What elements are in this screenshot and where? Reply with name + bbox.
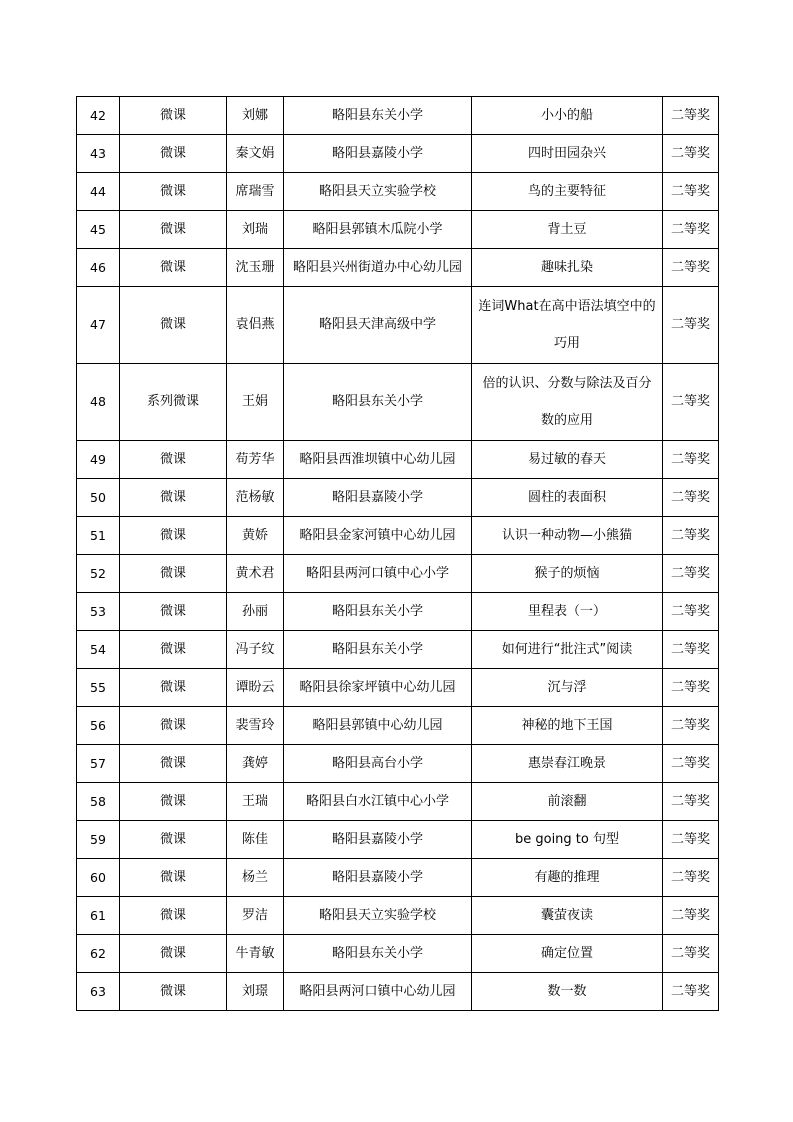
award-level: 二等奖 xyxy=(663,707,719,745)
school-name: 略阳县嘉陵小学 xyxy=(284,479,472,517)
row-number: 48 xyxy=(77,364,120,441)
row-number: 43 xyxy=(77,135,120,173)
row-number: 53 xyxy=(77,593,120,631)
work-type: 微课 xyxy=(120,935,227,973)
work-type: 微课 xyxy=(120,593,227,631)
work-type: 微课 xyxy=(120,669,227,707)
table-row xyxy=(77,631,719,669)
award-level: 二等奖 xyxy=(663,97,719,135)
work-title: be going to 句型 xyxy=(472,821,663,859)
work-title: 囊萤夜读 xyxy=(472,897,663,935)
work-type: 微课 xyxy=(120,97,227,135)
work-title: 数一数 xyxy=(472,973,663,1011)
table-row xyxy=(77,135,719,173)
award-level: 二等奖 xyxy=(663,135,719,173)
work-title: 猴子的烦恼 xyxy=(472,555,663,593)
award-level: 二等奖 xyxy=(663,745,719,783)
work-type: 微课 xyxy=(120,859,227,897)
author-name: 孙丽 xyxy=(227,593,284,631)
work-type: 微课 xyxy=(120,287,227,364)
author-name: 黄娇 xyxy=(227,517,284,555)
work-title: 如何进行“批注式”阅读 xyxy=(472,631,663,669)
row-number: 58 xyxy=(77,783,120,821)
work-type: 微课 xyxy=(120,783,227,821)
award-level: 二等奖 xyxy=(663,669,719,707)
table-row xyxy=(77,745,719,783)
author-name: 黄术君 xyxy=(227,555,284,593)
author-name: 王瑞 xyxy=(227,783,284,821)
work-type: 微课 xyxy=(120,555,227,593)
award-level: 二等奖 xyxy=(663,249,719,287)
work-title: 倍的认识、分数与除法及百分数的应用 xyxy=(472,364,663,441)
row-number: 60 xyxy=(77,859,120,897)
school-name: 略阳县西淮坝镇中心幼儿园 xyxy=(284,441,472,479)
award-level: 二等奖 xyxy=(663,593,719,631)
award-level: 二等奖 xyxy=(663,631,719,669)
table-row xyxy=(77,441,719,479)
row-number: 49 xyxy=(77,441,120,479)
work-type: 微课 xyxy=(120,135,227,173)
award-level: 二等奖 xyxy=(663,364,719,441)
table-row xyxy=(77,707,719,745)
school-name: 略阳县东关小学 xyxy=(284,364,472,441)
award-level: 二等奖 xyxy=(663,783,719,821)
table-row xyxy=(77,555,719,593)
row-number: 61 xyxy=(77,897,120,935)
work-title: 有趣的推理 xyxy=(472,859,663,897)
work-title: 认识一种动物—小熊猫 xyxy=(472,517,663,555)
row-number: 56 xyxy=(77,707,120,745)
table-row xyxy=(77,593,719,631)
table-row xyxy=(77,211,719,249)
row-number: 42 xyxy=(77,97,120,135)
table-row xyxy=(77,364,719,441)
work-title: 易过敏的春天 xyxy=(472,441,663,479)
work-type: 微课 xyxy=(120,479,227,517)
author-name: 裴雪玲 xyxy=(227,707,284,745)
work-type: 微课 xyxy=(120,897,227,935)
school-name: 略阳县东关小学 xyxy=(284,593,472,631)
awards-table xyxy=(76,96,719,1011)
row-number: 45 xyxy=(77,211,120,249)
school-name: 略阳县天津高级中学 xyxy=(284,287,472,364)
award-level: 二等奖 xyxy=(663,173,719,211)
work-title: 沉与浮 xyxy=(472,669,663,707)
work-type: 系列微课 xyxy=(120,364,227,441)
author-name: 席瑞雪 xyxy=(227,173,284,211)
school-name: 略阳县高台小学 xyxy=(284,745,472,783)
table-row xyxy=(77,897,719,935)
work-type: 微课 xyxy=(120,745,227,783)
table-row xyxy=(77,97,719,135)
work-type: 微课 xyxy=(120,211,227,249)
work-title: 鸟的主要特征 xyxy=(472,173,663,211)
school-name: 略阳县兴州街道办中心幼儿园 xyxy=(284,249,472,287)
work-title: 连词What在高中语法填空中的巧用 xyxy=(472,287,663,364)
school-name: 略阳县两河口镇中心小学 xyxy=(284,555,472,593)
author-name: 沈玉珊 xyxy=(227,249,284,287)
award-level: 二等奖 xyxy=(663,859,719,897)
table-row xyxy=(77,287,719,364)
author-name: 范杨敏 xyxy=(227,479,284,517)
work-title: 前滚翻 xyxy=(472,783,663,821)
row-number: 50 xyxy=(77,479,120,517)
work-type: 微课 xyxy=(120,707,227,745)
work-title: 小小的船 xyxy=(472,97,663,135)
school-name: 略阳县两河口镇中心幼儿园 xyxy=(284,973,472,1011)
table-row xyxy=(77,935,719,973)
table-row xyxy=(77,859,719,897)
work-type: 微课 xyxy=(120,249,227,287)
award-level: 二等奖 xyxy=(663,821,719,859)
school-name: 略阳县东关小学 xyxy=(284,631,472,669)
row-number: 52 xyxy=(77,555,120,593)
author-name: 杨兰 xyxy=(227,859,284,897)
school-name: 略阳县郭镇木瓜院小学 xyxy=(284,211,472,249)
school-name: 略阳县东关小学 xyxy=(284,97,472,135)
work-title: 确定位置 xyxy=(472,935,663,973)
row-number: 59 xyxy=(77,821,120,859)
row-number: 62 xyxy=(77,935,120,973)
award-level: 二等奖 xyxy=(663,973,719,1011)
row-number: 54 xyxy=(77,631,120,669)
author-name: 刘娜 xyxy=(227,97,284,135)
author-name: 冯子纹 xyxy=(227,631,284,669)
author-name: 王娟 xyxy=(227,364,284,441)
work-title: 里程表（一） xyxy=(472,593,663,631)
awards-table-body xyxy=(77,97,719,1011)
author-name: 谭盼云 xyxy=(227,669,284,707)
award-level: 二等奖 xyxy=(663,211,719,249)
work-title: 趣味扎染 xyxy=(472,249,663,287)
author-name: 秦文娟 xyxy=(227,135,284,173)
school-name: 略阳县东关小学 xyxy=(284,935,472,973)
table-row xyxy=(77,973,719,1011)
author-name: 刘瑞 xyxy=(227,211,284,249)
work-title: 神秘的地下王国 xyxy=(472,707,663,745)
work-type: 微课 xyxy=(120,441,227,479)
row-number: 55 xyxy=(77,669,120,707)
school-name: 略阳县嘉陵小学 xyxy=(284,821,472,859)
table-row xyxy=(77,517,719,555)
award-level: 二等奖 xyxy=(663,479,719,517)
award-level: 二等奖 xyxy=(663,287,719,364)
school-name: 略阳县天立实验学校 xyxy=(284,897,472,935)
work-type: 微课 xyxy=(120,973,227,1011)
row-number: 51 xyxy=(77,517,120,555)
table-row xyxy=(77,783,719,821)
work-title: 背土豆 xyxy=(472,211,663,249)
school-name: 略阳县徐家坪镇中心幼儿园 xyxy=(284,669,472,707)
row-number: 57 xyxy=(77,745,120,783)
table-row xyxy=(77,669,719,707)
work-type: 微课 xyxy=(120,517,227,555)
row-number: 63 xyxy=(77,973,120,1011)
author-name: 苟芳华 xyxy=(227,441,284,479)
table-row xyxy=(77,173,719,211)
work-title: 四时田园杂兴 xyxy=(472,135,663,173)
work-type: 微课 xyxy=(120,173,227,211)
author-name: 袁侣燕 xyxy=(227,287,284,364)
school-name: 略阳县天立实验学校 xyxy=(284,173,472,211)
author-name: 龚婷 xyxy=(227,745,284,783)
school-name: 略阳县金家河镇中心幼儿园 xyxy=(284,517,472,555)
author-name: 罗洁 xyxy=(227,897,284,935)
row-number: 44 xyxy=(77,173,120,211)
school-name: 略阳县嘉陵小学 xyxy=(284,859,472,897)
table-row xyxy=(77,821,719,859)
award-level: 二等奖 xyxy=(663,897,719,935)
work-title: 圆柱的表面积 xyxy=(472,479,663,517)
table-row xyxy=(77,249,719,287)
author-name: 牛青敏 xyxy=(227,935,284,973)
table-row xyxy=(77,479,719,517)
row-number: 47 xyxy=(77,287,120,364)
row-number: 46 xyxy=(77,249,120,287)
award-level: 二等奖 xyxy=(663,555,719,593)
award-level: 二等奖 xyxy=(663,517,719,555)
school-name: 略阳县嘉陵小学 xyxy=(284,135,472,173)
work-type: 微课 xyxy=(120,631,227,669)
school-name: 略阳县白水江镇中心小学 xyxy=(284,783,472,821)
author-name: 刘璟 xyxy=(227,973,284,1011)
work-type: 微课 xyxy=(120,821,227,859)
school-name: 略阳县郭镇中心幼儿园 xyxy=(284,707,472,745)
award-level: 二等奖 xyxy=(663,935,719,973)
author-name: 陈佳 xyxy=(227,821,284,859)
award-level: 二等奖 xyxy=(663,441,719,479)
work-title: 惠崇春江晚景 xyxy=(472,745,663,783)
